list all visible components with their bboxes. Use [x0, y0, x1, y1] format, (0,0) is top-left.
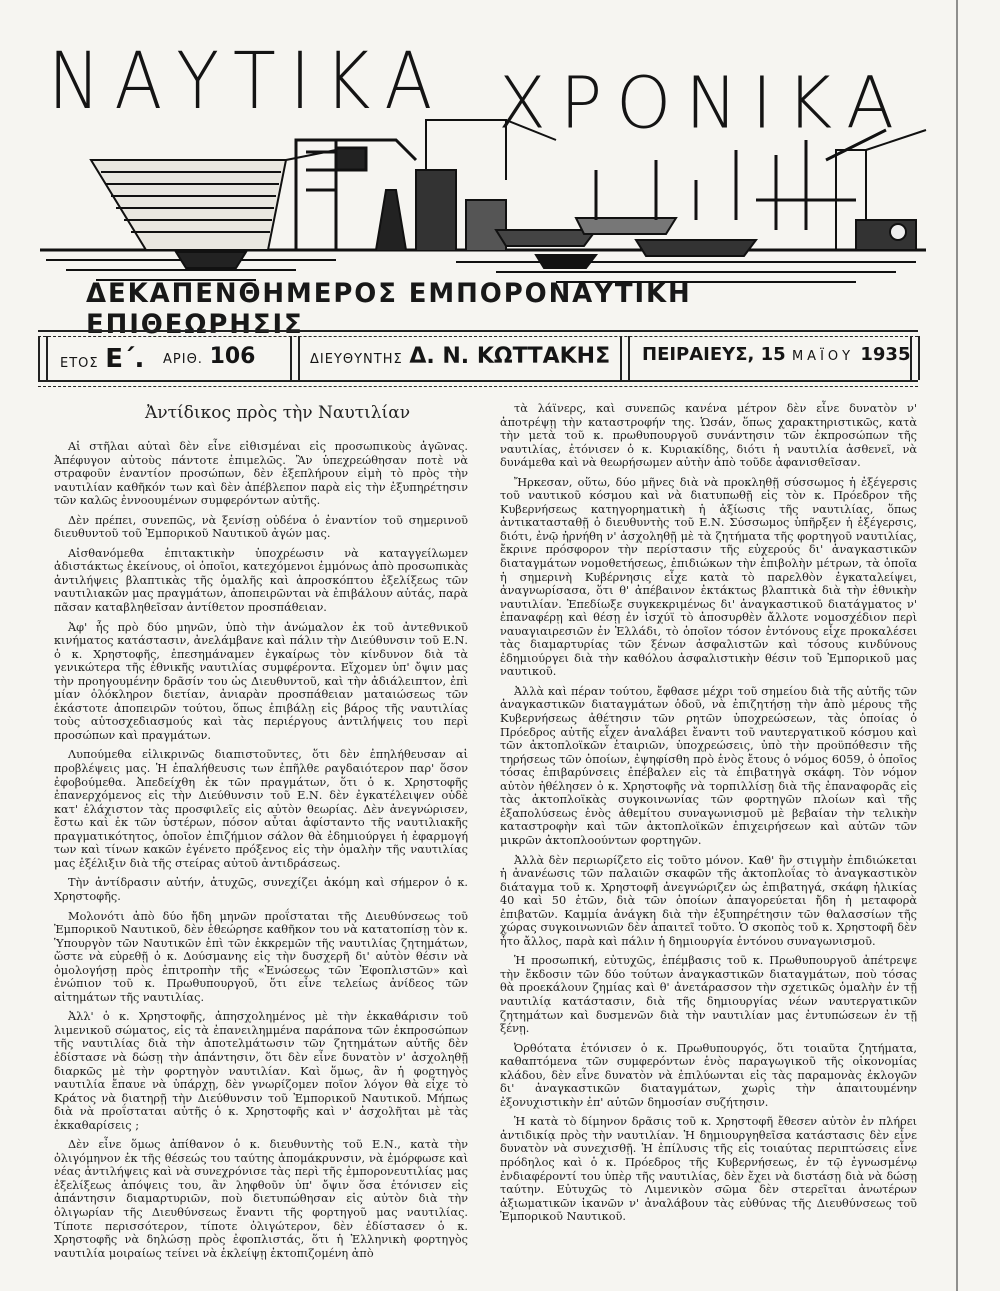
- masthead-title-left: ΝΑΥΤΙΚΑ: [48, 35, 447, 127]
- info-bar-divider: [620, 336, 630, 380]
- article-paragraph: τὰ λάϊνερς, καὶ συνεπῶς κανένα μέτρον δὲν εἶνε δυνατὸν ν' ἀποτρέψῃ τὴν καταστροφήν της. Ὡσάν, ὅπως χαρακτηριστικῶς, κατὰ τὴν μετὰ τοῦ κ. πρωθυπουργοῦ συνάντησιν τῶν ἐκπροσώπων τῆς ναυτιλίας, ἐτόνισεν ὁ κ. Κυριακίδης, διότι ἡ ναυτιλία ἀσθενεῖ, νὰ δυνάμεθα καὶ νὰ θεωρήσωμεν αὐτὴν ἀπὸ τοῦδε ἀφανισθεῖσαν.: [500, 402, 917, 470]
- year-value: Ε΄.: [105, 344, 145, 374]
- article-paragraph: Μολονότι ἀπὸ δύο ἤδη μηνῶν προΐσταται τῆς Διευθύνσεως τοῦ Ἐμπορικοῦ Ναυτικοῦ, δὲν ἐθεώρησε καθῆκον του νὰ κατατοπίσῃ τὸν κ. Ὑπουργὸν τῶν Ναυτικῶν ἐπὶ τῶν ἐκκρεμῶν τῆς ναυτιλίας ζητημάτων, ὥστε νὰ εὑρεθῇ ὁ κ. Δούσμανης εἰς τὴν δυσχερῆ δι' αὐτὸν θέσιν νὰ ὁμολογήσῃ πρὸς ἐπιτροπὴν τῆς «Ἑνώσεως τῶν Ἐφοπλιστῶν» καὶ ἐνώπιον τοῦ κ. Πρωθυπουργοῦ, ὅτι εἶνε τελείως ἀνίδεος τῶν αἰτημάτων τῆς ναυτιλίας.: [54, 909, 468, 1004]
- director-label: ΔΙΕΥΘΥΝΤΗΣ: [310, 352, 403, 367]
- article-paragraph: Ἡ προσωπική, εὐτυχῶς, ἐπέμβασις τοῦ κ. Πρωθυπουργοῦ ἀπέτρεψε τὴν ἔκδοσιν τῶν δύο τούτων ἀναγκαστικῶν διαταγμάτων, ποὺ τόσας θὰ προεκάλουν ζημίας καὶ θ' ἀνετάρασσον τὴν σχετικῶς ὁμαλὴν ἐν τῇ ναυτιλίᾳ κατάστασιν, διὰ τῆς δημιουργίας νέων ναυτεργατικῶν ζητημάτων καὶ δυσμενῶν διὰ τὴν ναυτιλίαν μας ἐντυπώσεων ἐν τῇ ξένῃ.: [500, 954, 917, 1036]
- article-paragraph: Ἀλλὰ δὲν περιωρίζετο εἰς τοῦτο μόνον. Καθ' ἣν στιγμὴν ἐπιδιώκεται ἡ ἀνανέωσις τῶν παλαιῶν σκαφῶν τῆς ἀκτοπλοΐας τὸ ἀναγκαστικὸν διάταγμα τοῦ κ. Χρηστοφῆ ἀνεγνώριζεν ὡς ἐπιβατηγά, σκάφη ἡλικίας 40 καὶ 50 ἐτῶν, διὰ τῶν ὁποίων ἀπαγορεύεται ἤδη ἡ μεταφορὰ ἐπιβατῶν. Καμμία ἀνάγκη διὰ τὴν ἐξυπηρέτησιν τῶν θαλασσίων τῆς χώρας συγκοινωνιῶν δὲν ἀπαιτεῖ τοῦτο. Ὁ σκοπὸς τοῦ κ. Χρηστοφῆ δὲν ἦτο ἄλλος, παρὰ καὶ πάλιν ἡ δημιουργία ἐντόνου συναγωνισμοῦ.: [500, 853, 917, 948]
- masthead-subtitle: ΔΕΚΑΠΕΝΘΗΜΕΡΟΣ ΕΜΠΟΡΟΝΑΥΤΙΚΗ ΕΠΙΘΕΩΡΗΣΙΣ: [86, 278, 692, 340]
- article-paragraph: Δὲν πρέπει, συνεπῶς, νὰ ξενίσῃ οὐδένα ὁ ἐναντίον τοῦ σημερινοῦ διευθυντοῦ τοῦ Ἐμπορικοῦ Ναυτικοῦ ἀγών μας.: [54, 513, 468, 541]
- article-title: Ἀντίδικος πρὸς τὴν Ναυτιλίαν: [145, 403, 411, 423]
- article-paragraph: Αἱ στῆλαι αὐταὶ δὲν εἶνε εἰθισμέναι εἰς προσωπικοὺς ἀγῶνας. Ἀπέφυγον αὐτοὺς πάντοτε ἐπιμελῶς. Ἂν ὑπεχρεώθησαν ποτὲ νὰ στραφοῦν ἐναντίον προσώπων, δὲν ἐξεπλήρουν εἰμὴ τὸ πρὸς τὴν ναυτιλίαν καθῆκόν των καὶ δὲν ἀπέβλεπον παρὰ εἰς τὴν ἐξυπηρέτησιν τῶν καλῶς ἐννοουμένων συμφερόντων αὐτῆς.: [54, 440, 468, 508]
- article-paragraph: Ἀλλ' ὁ κ. Χρηστοφῆς, ἀπησχολημένος μὲ τὴν ἐκκαθάρισιν τοῦ λιμενικοῦ σώματος, εἰς τὰ ἐπανειλημμένα παράπονα τῶν ἐκπροσώπων τῆς ναυτιλίας διὰ τὴν ἀποτελμάτωσιν τῶν ζητημάτων αὐτῆς δὲν ἐδίστασε νὰ δώσῃ τὴν ἀπάντησιν, ὅτι δὲν εἶνε δυνατὸν ν' ἀσχοληθῇ διαρκῶς μὲ τὴν φορτηγὸν ναυτιλίαν. Καὶ ὅμως, ἂν ἡ φορτηγὸς ναυτιλία ἔπαυε νὰ ὑπάρχῃ, δὲν γνωρίζομεν ποῖον λόγον θὰ εἶχε τὸ Κράτος νὰ διατηρῇ τὴν Διεύθυνσιν τοῦ Ἐμπορικοῦ Ναυτικοῦ. Μήπως διὰ νὰ προΐσταται αὐτῆς ὁ κ. Χρηστοφῆς καὶ ν' ἀσχολῆται μὲ τὰς ἐκκαθαρίσεις ;: [54, 1010, 468, 1132]
- article-paragraph: Δὲν εἶνε ὅμως ἀπίθανον ὁ κ. διευθυντὴς τοῦ Ε.Ν., κατὰ τὴν ὀλιγόμηνον ἐκ τῆς θέσεώς του ταύτης ἀπομάκρυνσιν, νὰ ἐμόρφωσε καὶ νέας ἀντιλήψεις καὶ νὰ συνεχρόνισε τὰς περὶ τῆς ἐμπορονευτιλίας μας ἐξελίξεως ἀπόψεις του, ἂν ληφθοῦν ὑπ' ὄψιν ὅσα ἐτόνισεν εἰς ἀπάντησιν διαμαρτυριῶν, ποὺ διετυπώθησαν εἰς αὐτὸν διὰ τὴν ὀλιγωρίαν τῆς Διευθύνσεως ἔναντι τῆς φορτηγοῦ μας ναυτιλίας. Τίποτε περισσότερον, τίποτε ὀλιγώτερον, δὲν ἐδίστασεν ὁ κ. Χρηστοφῆς νὰ δηλώσῃ πρὸς ἐφοπλιστάς, ὅτι ἡ Ἑλληνικὴ φορτηγὸς ναυτιλία μοιραίως τείνει νὰ ἐκλείψῃ ἐκτοπιζομένη ἀπὸ: [54, 1138, 468, 1260]
- article-paragraph: Ἤρκεσαν, οὕτω, δύο μῆνες διὰ νὰ προκληθῇ σύσσωμος ἡ ἐξέγερσις τοῦ ναυτικοῦ κόσμου καὶ νὰ διατυπωθῇ εἰς τὸν κ. Πρόεδρον τῆς Κυβερνήσεως κατηγορηματικὴ ἡ ἀξίωσις τῆς ναυτιλίας, ὅπως ἀντικατασταθῇ ὁ διευθυντὴς τοῦ Ε.Ν. Σύσσωμος ὑπῆρξεν ἡ ἐξέγερσις, διότι, ἐνῷ ἠρνήθη ν' ἀσχοληθῇ μὲ τὰ ζητήματα τῆς φορτηγοῦ ναυτιλίας, ἔκρινε πρόσφορον τὴν περίστασιν τῆς εὐχερούς δι' ἀναγκαστικῶν διαταγμάτων νομοθετήσεως, ἐπιδιώκων τὴν ἐπιβολὴν μέτρων, τὰ ὁποῖα ἡ σημερινὴ Κυβέρνησις εἶχε κατὰ τὸ παρελθὸν ἐγκαταλείψει, ἀναγνωρίσασα, ὅτι θ' ἀπέβαινον ἐκτάκτως βλαπτικὰ διὰ τὴν ἐθνικὴν ναυτιλίαν. Ἐπεδίωξε συγκεκριμένως δι' ἀναγκαστικοῦ διατάγματος ν' ἐπαναφέρῃ καὶ θέσῃ ἐν ἰσχύϊ τὸ ἀποσυρθὲν ἄλλοτε νομοσχέδιον περὶ ναυαγιαιρεσιῶν ἐν Ἑλλάδι, τὸ ὁποῖον τόσον ἐντόνους εἶχε προκαλέσει τὰς διαμαρτυρίας τῶν ξένων ἀσφαλιστῶν καὶ τόσους κινδύνους ἐδημιούργει διὰ τὴν καθόλου ἀσφαλιστικὴν θέσιν τοῦ Ἐμπορικοῦ μας ναυτικοῦ.: [500, 475, 917, 679]
- date-month: ΜΑΪΟΥ: [791, 349, 855, 364]
- place: ΠΕΙΡΑΙΕΥΣ,: [642, 344, 755, 365]
- issue-value: 106: [209, 344, 256, 369]
- info-bar-border-bottom: [38, 380, 918, 387]
- article-paragraph: Ὀρθότατα ἐτόνισεν ὁ κ. Πρωθυπουργός, ὅτι τοιαῦτα ζητήματα, καθαπτόμενα τῶν συμφερόντων ἑνὸς παραγωγικοῦ τῆς οἰκονομίας κλάδου, δὲν εἶνε δυνατὸν νὰ ἐπιλύωνται εἰς τὰς παραμονὰς ἐκλογῶν δι' ἀναγκαστικῶν διαταγμάτων, χωρὶς τὴν ἀπαιτουμένην ἐξονυχιστικὴν ἐπ' αὐτῶν δημοσίαν συζήτησιν.: [500, 1041, 917, 1109]
- issue-year: [60, 344, 144, 374]
- issue-number: [163, 344, 256, 369]
- article-paragraph: Τὴν ἀντίδρασιν αὐτήν, ἀτυχῶς, συνεχίζει ἀκόμη καὶ σήμερον ὁ κ. Χρηστοφῆς.: [54, 876, 468, 903]
- article-column-left: [54, 440, 468, 1266]
- info-bar-divider: [910, 336, 920, 380]
- director: [310, 344, 610, 369]
- issue-info-bar: [38, 330, 918, 390]
- issue-date: [642, 344, 910, 365]
- article-paragraph: Ἡ κατὰ τὸ δίμηνον δρᾶσις τοῦ κ. Χρηστοφῆ ἔθεσεν αὐτὸν ἐν πλήρει ἀντιδικίᾳ πρὸς τὴν ναυτιλίαν. Ἡ δημιουργηθεῖσα κατάστασις δὲν εἶνε δυνατὸν νὰ συνεχισθῇ. Ἡ ἐπίλυσις τῆς εἰς τοιαύτας περιπτώσεις εἶνε πρόδηλος καὶ ὁ κ. Πρόεδρος τῆς Κυβερνήσεως, ἐν τῷ ἐγνωσμένῳ ἐνδιαφέροντί του ὑπὲρ τῆς ναυτιλίας, δὲν ἔχει νὰ διστάσῃ διὰ νὰ δώσῃ ταύτην. Εὐτυχῶς τὸ Λιμενικὸν σῶμα δὲν στερεῖται ἀνωτέρων ἀξιωματικῶν ἱκανῶν ν' ἀναλάβουν τὰς εὐθύνας τῆς Διευθύνσεως τοῦ Ἐμπορικοῦ Ναυτικοῦ.: [500, 1115, 917, 1224]
- page-edge: [956, 0, 958, 1291]
- article-paragraph: Λυπούμεθα εἰλικρινῶς διαπιστοῦντες, ὅτι δὲν ἐπηλήθευσαν αἱ προβλέψεις μας. Ἡ ἐπαλήθευσις των ἐπῆλθε ραγδαιότερον παρ' ὅσον ἐφοβούμεθα. Ἀπεδείχθη ἐκ τῶν πραγμάτων, ὅτι ὁ κ. Χρηστοφῆς ἐπανερχόμενος εἰς τὴν Διεύθυνσιν τοῦ Ε.Ν. δὲν ἐγκατέλειψεν οὐδὲ κατ' ἐλάχιστον τὰς προσφιλεῖς εἰς αὐτὸν θεωρίας. Δὲν ἀνεγνώρισεν, ἔστω καὶ ἐκ τῶν ὑστέρων, πόσον αὗται ἀφίσταντο τῆς ναυτιλιακῆς πραγματικότητος, ὁποῖον ἐπιζήμιον σάλον θὰ ἐδημιούργει ἡ ἐφαρμογή των καὶ τίνων κακῶν ἐγένετο πρόξενος εἰς τὴν ὁμαλὴν τῆς ναυτιλίας μας ἐξέλιξιν διὰ τῆς στείρας αὐτοῦ ἀντιδράσεως.: [54, 748, 468, 870]
- info-bar-divider: [38, 336, 48, 380]
- date-day: 15: [760, 344, 786, 365]
- masthead-title-right: ΧΡΟΝΙΚΑ: [498, 61, 909, 145]
- info-bar-divider: [290, 336, 300, 380]
- article-paragraph: Ἀλλὰ καὶ πέραν τούτου, ἔφθασε μέχρι τοῦ σημείου διὰ τῆς αὐτῆς τῶν ἀναγκαστικῶν διαταγμάτων ὁδοῦ, νὰ ἐπιζητήσῃ τὴν ἀπὸ μέρους τῆς Κυβερνήσεως ἀθέτησιν τῶν ρητῶν ὑποχρεώσεων, τὰς ὁποίας ὁ Πρόεδρος αὐτῆς εἶχεν ἀναλάβει ἔναντι τοῦ ναυτεργατικοῦ κόσμου καὶ τῶν ἀκτοπλοϊκῶν ἑταιριῶν, ὑποχρεώσεις, ὑπὸ τὴν προϋπόθεσιν τῆς τηρήσεως τῶν ὁποίων, ἐψηφίσθη πρὸ ἑνὸς ἔτους ὁ νόμος 6059, ὁ ὁποῖος τόσας ἐπιβαρύνσεις ἐπέβαλεν εἰς τὰ ἐπιβατηγὰ σκάφη. Τὸν νόμον αὐτὸν ἠθέλησεν ὁ κ. Χρηστοφῆς νὰ τορπιλλίσῃ διὰ τῆς ἐπαναφορᾶς εἰς τὰς ἀκτοπλοϊκὰς συγκοινωνίας τῶν φορτηγῶν πλοίων καὶ τῆς ἐξαπολύσεως ἑνὸς ἀθεμίτου συναγωνισμοῦ μὲ βεβαίαν τὴν τελικὴν καταστροφὴν καὶ τῶν ἀκτοπλοϊκῶν ἐπιχειρήσεων καὶ αὐτῶν τῶν μικρῶν ἀκτοπλοούντων φορτηγῶν.: [500, 684, 917, 847]
- info-bar-border-top: [38, 330, 918, 337]
- issue-label: ΑΡΙΘ.: [163, 352, 203, 367]
- year-label: ΕΤΟΣ: [60, 356, 99, 371]
- date-year: 1935: [860, 344, 911, 365]
- article-paragraph: Ἀφ' ἧς πρὸ δύο μηνῶν, ὑπὸ τὴν ἀνώμαλον ἐκ τοῦ ἀντεθνικοῦ κινήματος κατάστασιν, ἀνελάμβανε καὶ πάλιν τὴν Διεύθυνσιν τοῦ Ε.Ν. ὁ κ. Χρηστοφῆς, ἐπεσημάναμεν ἐγκαίρως τὸν κίνδυνον διὰ τὰ γενικώτερα τῆς ἐθνικῆς ναυτιλίας συμφέροντα. Εἴχομεν ὑπ' ὄψιν μας τὴν προηγουμένην δρᾶσίν του ὡς Διευθυντοῦ, καὶ τὴν ἀδιάλειπτον, ἐπὶ μίαν ὁλόκληρον διετίαν, ἀνιαρὰν προσπάθειαν ματαιώσεως τῶν ἑκάστοτε ἀποπειρῶν τούτου, ὅπως ἐπιβάλῃ εἰς βάρος τῆς ναυτιλίας τοὺς αὐτοσχεδιασμούς καὶ τὰς περιέργους ἀντιλήψεις του περὶ προσώπων καὶ πραγμάτων.: [54, 620, 468, 742]
- article-paragraph: Αἰσθανόμεθα ἐπιτακτικὴν ὑποχρέωσιν νὰ καταγγείλωμεν ἀδιστάκτως ἐκείνους, οἱ ὁποῖοι, κατεχόμενοι ἐμμόνως ἀπὸ προσωπικὰς ἀντιλήψεις βλαπτικὰς τῆς ὁμαλῆς καὶ ἀπροσκόπτου ἐξελίξεως τῶν ναυτιλιακῶν μας πραγμάτων, ἀποπειρῶνται νὰ ἐπιβάλουν αὐτάς, παρὰ πᾶσαν καταβληθεῖσαν ἀντίθετον προσπάθειαν.: [54, 546, 469, 615]
- article-column-right: [500, 402, 917, 1230]
- director-name: Δ. Ν. ΚΩΤΤΑΚΗΣ: [409, 344, 611, 369]
- masthead: [36, 35, 936, 290]
